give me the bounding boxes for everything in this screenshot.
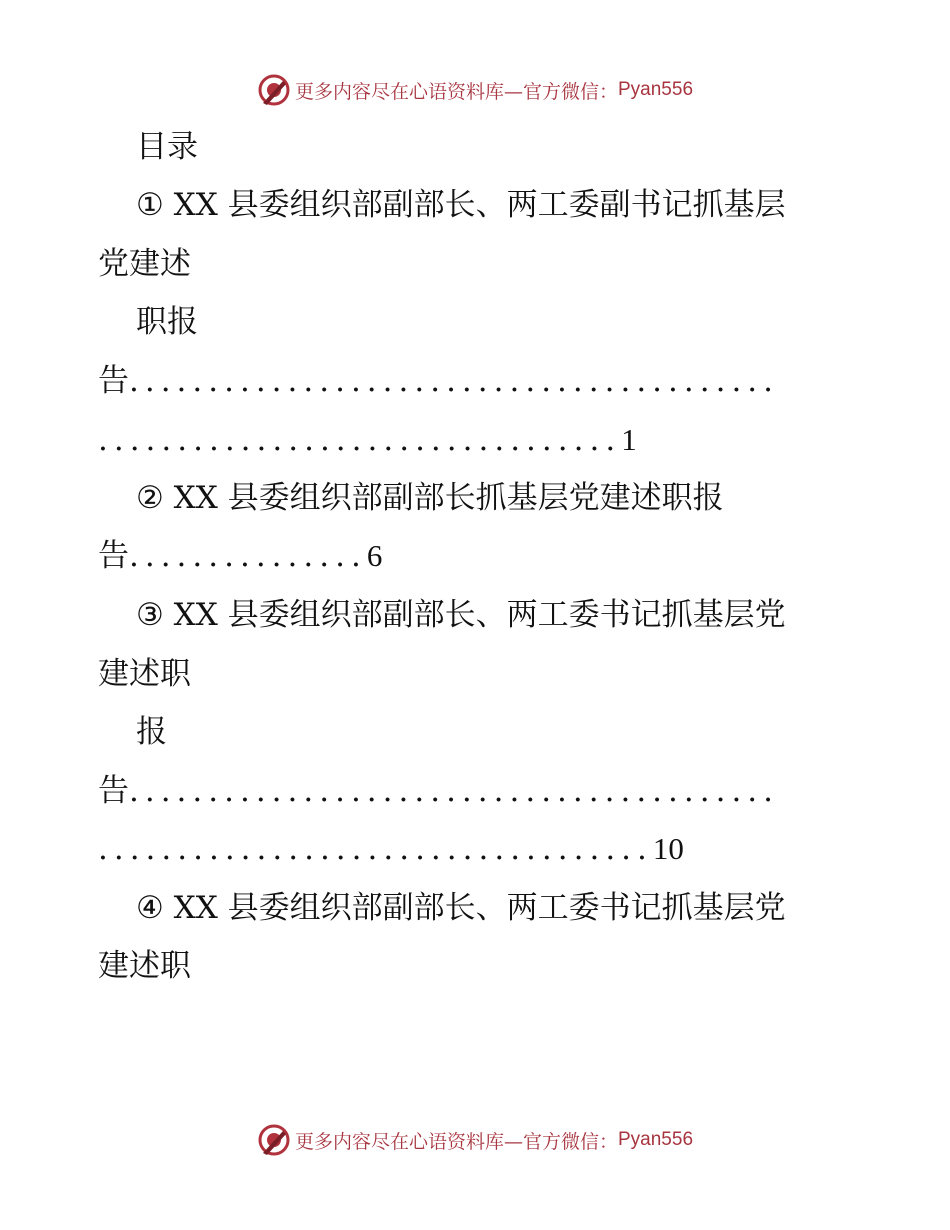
banner-wechat-id: Pyan556 — [618, 1129, 694, 1150]
banner-wechat-label: 官方微信： — [522, 1130, 618, 1153]
entry-marker: ④ — [136, 890, 164, 926]
leader-dots: ............... — [129, 538, 367, 574]
entry-title-line: 报 — [136, 714, 167, 750]
entry-title-line: XX 县委组织部副部长、两工委副书记抓基层 — [173, 187, 786, 223]
leader-dots: ......................................... — [129, 363, 780, 399]
entry-title-line: XX 县委组织部副部长抓基层党建述职报 — [173, 480, 724, 516]
pen-logo-icon — [257, 1123, 291, 1157]
toc-entry-1[interactable] — [136, 176, 786, 234]
leader-dots: ................................... — [98, 831, 653, 867]
leader-dots: ................................. — [98, 422, 622, 458]
entry-title-line: 告...............6 — [98, 538, 383, 574]
entry-title-line: 职报 — [136, 304, 198, 340]
entry-title-line: 建述职 — [98, 656, 191, 692]
banner-text: 更多内容尽在心语资料库— — [294, 80, 523, 103]
footer-banner — [0, 1120, 950, 1160]
banner-text: 更多内容尽在心语资料库— — [294, 1130, 523, 1153]
entry-title-line: 建述职 — [98, 948, 191, 984]
entry-title-line: 告......................................... — [98, 773, 780, 809]
leader-dots: ......................................... — [129, 773, 780, 809]
entry-marker: ① — [136, 187, 164, 223]
page-number: 10 — [652, 831, 684, 866]
banner-wechat-id: Pyan556 — [618, 79, 694, 100]
entry-marker: ③ — [136, 597, 164, 633]
entry-leader-line — [98, 411, 637, 469]
entry-title-line: XX 县委组织部副部长、两工委书记抓基层党 — [173, 890, 786, 926]
banner-wechat-label: 官方微信： — [522, 80, 618, 103]
page-number: 6 — [366, 538, 383, 573]
entry-title-line: 告......................................... — [98, 363, 780, 399]
entry-title-line: 党建述 — [98, 246, 191, 282]
toc-entry-3[interactable] — [136, 586, 786, 644]
toc-entry-2[interactable] — [136, 469, 724, 527]
toc-entry-4[interactable] — [136, 879, 786, 937]
page-number: 1 — [621, 422, 637, 457]
toc-heading: 目录 — [136, 129, 198, 165]
entry-marker: ② — [136, 480, 164, 516]
entry-leader-line — [98, 820, 684, 878]
entry-title-line: XX 县委组织部副部长、两工委书记抓基层党 — [173, 597, 786, 633]
